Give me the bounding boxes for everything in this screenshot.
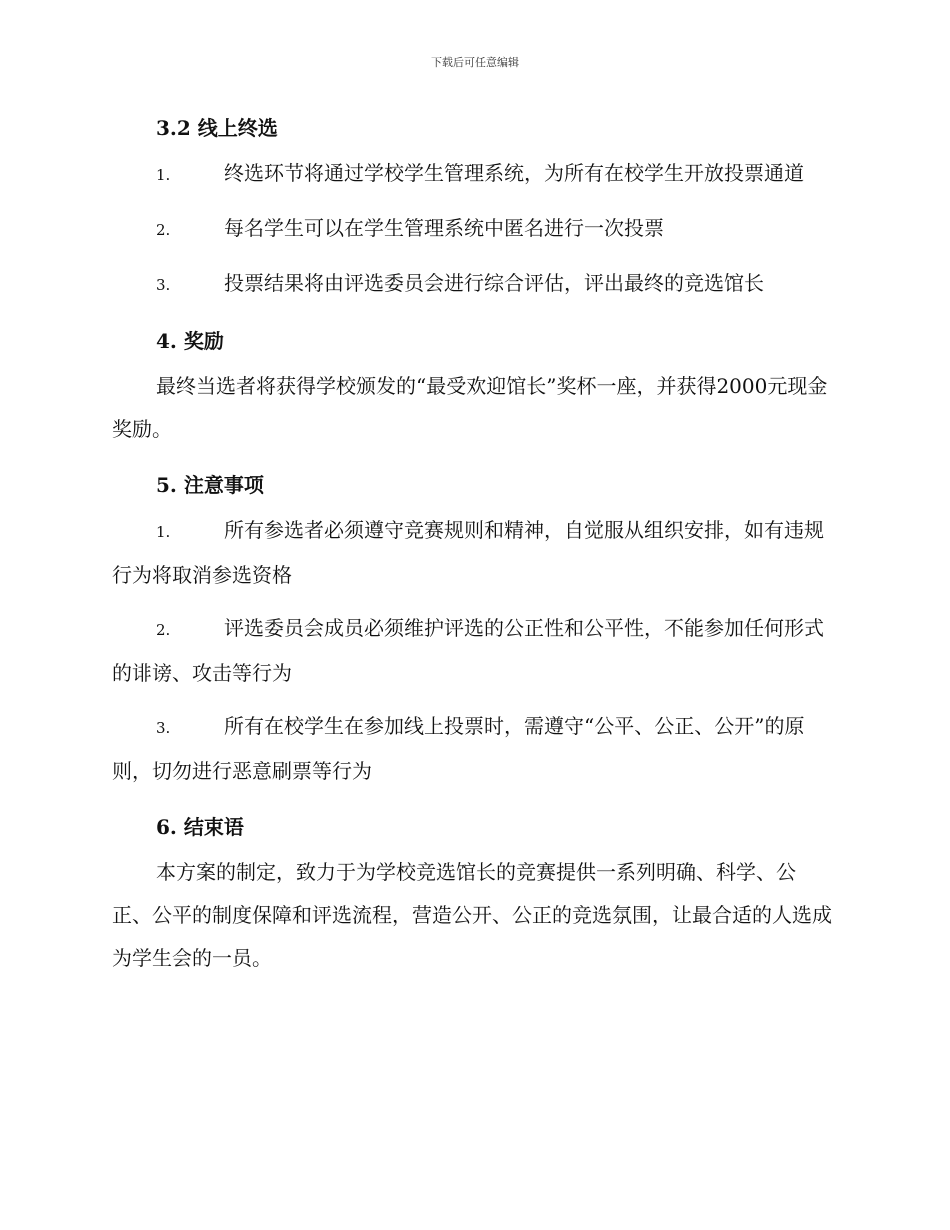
- document-body: [112, 104, 834, 990]
- list-number: 3.: [156, 719, 171, 737]
- conclusion-paragraph: 本方案的制定，致力于为学校竞选馆长的竞赛提供一系列明确、科学、公正、公平的制度保障和评选流程，营造公开、公正的竞选氛围，让最合适的人选成为学生会的一员。: [112, 860, 832, 970]
- page-header: 下载后可任意编辑: [431, 56, 519, 69]
- list-number: 2.: [156, 221, 171, 239]
- list-item: [112, 152, 834, 207]
- list-text: 所有在校学生在参加线上投票时，需遵守“公平、公正、公开”的原则，切勿进行恶意刷票等行为: [112, 714, 805, 783]
- section-heading-online-final: 3.2 线上终选: [156, 116, 278, 140]
- list-item: [112, 509, 834, 607]
- list-text: 终选环节将通过学校学生管理系统，为所有在校学生开放投票通道: [224, 161, 804, 185]
- list-number: 2.: [156, 621, 171, 639]
- rewards-paragraph: 最终当选者将获得学校颁发的“最受欢迎馆长”奖杯一座，并获得2000元现金奖励。: [112, 374, 828, 441]
- list-number: 1.: [156, 523, 171, 541]
- list-item: [112, 207, 834, 262]
- section-heading-rewards: 4. 奖励: [156, 329, 224, 353]
- list-number: 1.: [156, 166, 171, 184]
- list-text: 投票结果将由评选委员会进行综合评估，评出最终的竞选馆长: [224, 271, 764, 295]
- list-text: 评选委员会成员必须维护评选的公正性和公平性，不能参加任何形式的诽谤、攻击等行为: [112, 616, 824, 685]
- list-item: [112, 262, 834, 317]
- list-text: 每名学生可以在学生管理系统中匿名进行一次投票: [224, 216, 664, 240]
- section-heading-notes: 5. 注意事项: [156, 473, 264, 497]
- list-number: 3.: [156, 276, 171, 294]
- section-heading-conclusion: 6. 结束语: [156, 815, 244, 839]
- list-text: 所有参选者必须遵守竞赛规则和精神，自觉服从组织安排，如有违规行为将取消参选资格: [112, 518, 824, 587]
- list-item: [112, 607, 834, 705]
- list-item: [112, 705, 834, 803]
